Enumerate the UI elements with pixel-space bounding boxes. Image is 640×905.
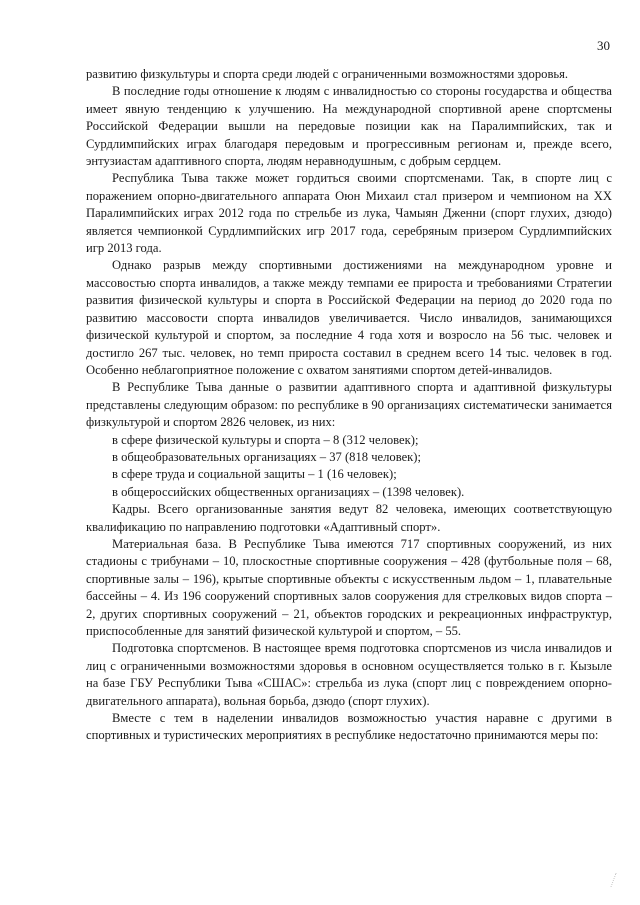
document-body <box>86 40 612 745</box>
organizations-list <box>86 432 612 502</box>
paragraph-attitude-to-disabled: В последние годы отношение к людям с инвалидностью со стороны государства и общества имеет явную тенденцию к улучшению. На международной спортивной арене спортсмены Российской Федерации вышли на передовые позиции как на Паралимпийских, так и Сурдлимпийских играх благодаря передовым и прогрессивным регионам и, прежде всего, энтузиастам адаптивного спорта, людям неравнодушным, с добрым сердцем. <box>86 84 612 169</box>
paragraph-continuation: развитию физкультуры и спорта среди людей с ограниченными возможностями здоровья. <box>86 67 569 81</box>
list-item: в сфере физической культуры и спорта – 8 (312 человек); <box>112 432 419 447</box>
list-item: в общероссийских общественных организациях – (1398 человек). <box>112 484 465 499</box>
paragraph-material-base: Материальная база. В Республике Тыва имеются 717 спортивных сооружений, из них стадионы с трибунами – 10, плоскостные спортивные сооружения – 428 (футбольные поля – 68, спортивные залы – 196), крытые спортивные объекты с искусственным льдом – 1, плавательные бассейны – 4. Из 196 сооружений спортивных залов сооружения для стрелковых видов спорта – 2, других спортивных сооружений – 21, объектов городских и рекреационных инфраструктур, приспособленные для занятий физической культурой и спортом, – 55. <box>86 536 612 638</box>
paragraph-athlete-training: Подготовка спортсменов. В настоящее время подготовка спортсменов из числа инвалидов и лиц с ограниченными возможностями здоровья в основном осуществляется только в г. Кызыле на базе ГБУ Республики Тыва «СШАС»: стрельба из лука (спорт лиц с повреждением опорно-двигательного аппарата), вольная борьба, дзюдо (спорт глухих). <box>86 641 612 708</box>
list-item: в общеобразовательных организациях – 37 (818 человек); <box>112 449 421 464</box>
paragraph-tuva-statistics: В Республике Тыва данные о развитии адаптивного спорта и адаптивной физкультуры представлены следующим образом: по республике в 90 организациях систематически занимается физкультурой и спортом 2826 человек, из них: <box>86 380 612 430</box>
paragraph-tuva-athletes: Республика Тыва также может гордиться своими спортсменами. Так, в спорте лиц с поражением опорно-двигательного аппарата Оюн Михаил стал призером и чемпионом на XX Паралимпийских играх 2012 года по стрельбе из лука, Чамыян Дженни (спорт глухих, дзюдо) является чемпионкой Сурдлимпийских игр 2017 года, серебряным призером Сурдлимпийских игр 2013 года. <box>86 171 612 256</box>
scan-artifact <box>610 873 628 887</box>
paragraph-insufficient-measures: Вместе с тем в наделении инвалидов возможностью участия наравне с другими в спортивных и туристических мероприятиях в республике недостаточно принимаются меры по: <box>86 711 612 743</box>
paragraph-gap-in-mass-sport: Однако разрыв между спортивными достижениями на международном уровне и массовостью спорта инвалидов, а также между темпами ее прироста и требованиями Стратегии развития физической культуры и спорта в Российской Федерации на период до 2020 года по развитию массовости спорта инвалидов увеличивается. Число инвалидов, занимающихся физической культурой и спортом, за последние 4 года хотя и возросло на 56 тыс. человек и достигло 267 тыс. человек, но темп прироста составил в среднем всего 14 тыс. человек в год. Особенно неблагоприятное положение с охватом занятиями спортом детей-инвалидов. <box>86 258 612 377</box>
list-item: в сфере труда и социальной защиты – 1 (16 человек); <box>112 467 397 482</box>
paragraph-staff: Кадры. Всего организованные занятия ведут 82 человека, имеющих соответствующую квалификацию по направлению подготовки «Адаптивный спорт». <box>86 502 612 534</box>
page-number: 30 <box>597 38 610 53</box>
